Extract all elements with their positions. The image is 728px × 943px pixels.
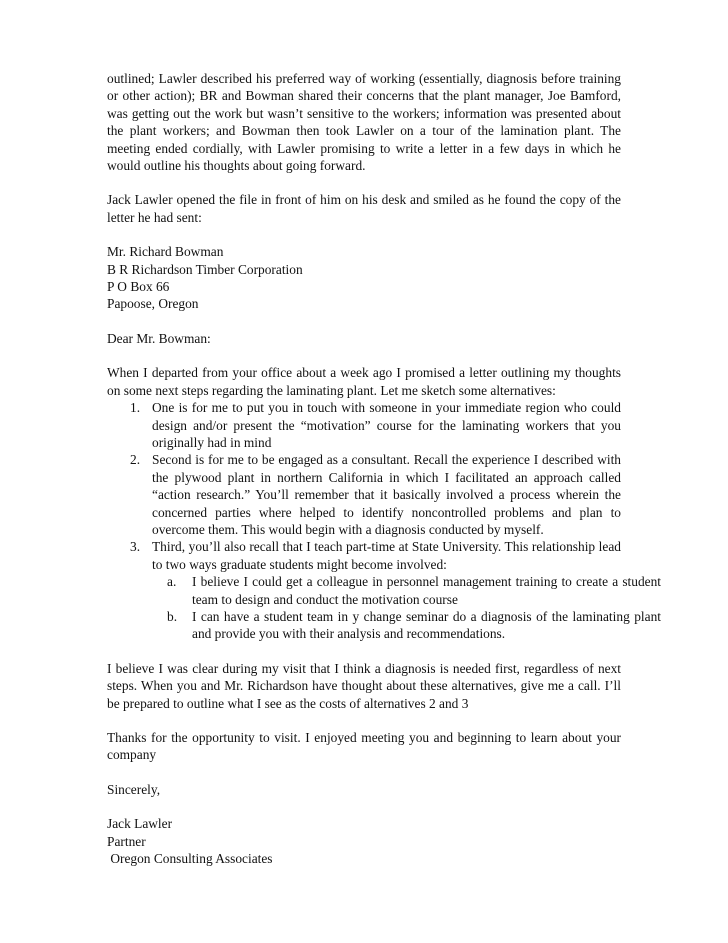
signature-title: Partner (107, 833, 146, 849)
sub-list-item-text: I can have a student team in y change seminar do a diagnosis of the laminating plant and provide you with their analysis and recommendations. (192, 608, 661, 642)
narrative-paragraph-1: outlined; Lawler described his preferred way of working (essentially, diagnosis before training or other action); BR and Bowman shared their concerns that the plant manager, Joe Bamford, was getting out the work but wasn’t sensitive to the workers; information was presented about the plant workers; and Bowman then took Lawler on a tour of the lamination plant. The meeting ended cordially, with Lawler promising to write a letter in a few days in which he would outline his thoughts about going forward. (107, 71, 621, 174)
spacer (107, 174, 621, 191)
signature-name: Jack Lawler (107, 816, 173, 832)
sub-alternatives (107, 573, 661, 643)
recipient-city: Papoose, Oregon (107, 296, 199, 312)
alternatives-list (107, 399, 661, 643)
spacer (107, 798, 621, 815)
sub-list-item-text: I believe I could get a colleague in personnel management training to create a student team to design and conduct the motivation course (192, 574, 661, 607)
narrative-paragraph-2: Jack Lawler opened the file in front of him on his desk and smiled as he found the copy of the letter he had sent: (107, 192, 621, 225)
list-item (107, 451, 621, 538)
spacer (107, 347, 621, 364)
spacer (107, 226, 621, 243)
recipient-name: Mr. Richard Bowman (107, 244, 224, 260)
sub-list-item (147, 573, 661, 608)
list-item-text: Second is for me to be engaged as a consultant. Recall the experience I described with the plywood plant in northern California in which I facilitated an approach called “action research.” You’ll remember that it basically involved a process wherein the concerned parties where helped to identify noncontrolled problems and plan to overcome them. This would begin with a diagnosis conducted by myself. (152, 452, 621, 537)
signature-firm: Oregon Consulting Associates (107, 851, 273, 867)
spacer (107, 313, 621, 330)
list-item (107, 538, 661, 642)
letter-closing: Sincerely, (107, 781, 161, 797)
letter-salutation: Dear Mr. Bowman: (107, 330, 211, 346)
spacer (107, 764, 621, 781)
list-marker: 1. (130, 400, 141, 416)
list-item-text: One is for me to put you in touch with someone in your immediate region who could design and/or present the “motivation” course for the laminating workers that you originally had in mind (152, 400, 621, 450)
recipient-company: B R Richardson Timber Corporation (107, 261, 303, 277)
diagnosis-paragraph: I believe I was clear during my visit that I think a diagnosis is needed first, regardless of next steps. When you and Mr. Richardson have thought about these alternatives, give me a call. I’ll be prepared to outline what I see as the costs of alternatives 2 and 3 (107, 660, 621, 711)
spacer (107, 712, 621, 729)
document-page (107, 70, 661, 867)
spacer (107, 643, 621, 660)
sub-list-marker: a. (167, 574, 177, 590)
list-item-text: Third, you’ll also recall that I teach part-time at State University. This relationship lead to two ways graduate students might become involved: (152, 539, 621, 572)
recipient-address (107, 243, 621, 313)
letter-intro: When I departed from your office about a week ago I promised a letter outlining my thoughts on some next steps regarding the laminating plant. Let me sketch some alternatives: (107, 365, 621, 398)
list-marker: 2. (130, 452, 141, 468)
recipient-po-box: P O Box 66 (107, 279, 170, 295)
sub-list-marker: b. (167, 608, 178, 624)
list-item (107, 399, 621, 451)
sub-list-item (147, 608, 661, 643)
list-marker: 3. (130, 539, 141, 555)
signature-block (107, 815, 621, 867)
thanks-paragraph: Thanks for the opportunity to visit. I enjoyed meeting you and beginning to learn about your company (107, 730, 621, 763)
